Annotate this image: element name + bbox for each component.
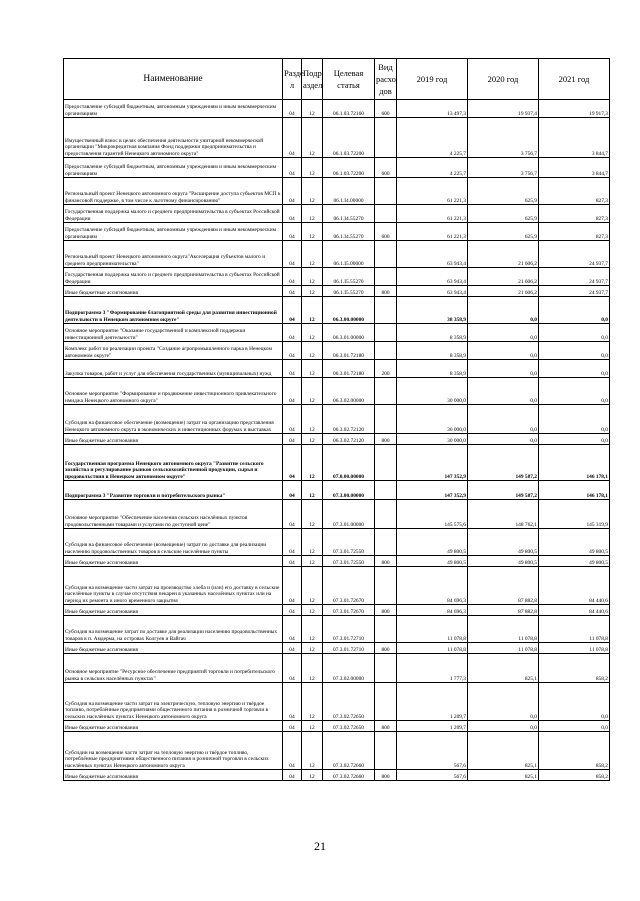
cell-subsection: 12 xyxy=(302,770,323,781)
cell-target-article: 07.3.02.72650 xyxy=(323,683,375,721)
cell-target-article: 06.1.03.72200 xyxy=(323,158,375,178)
cell-target-article: 07.3.02.72660 xyxy=(323,732,375,770)
cell-section: 04 xyxy=(283,732,302,770)
cell-2019: 61 221,3 xyxy=(397,178,468,205)
cell-target-article: 06.1.03.72200 xyxy=(323,118,375,158)
table-row xyxy=(64,205,610,223)
cell-2020: 49 800,5 xyxy=(468,556,539,567)
cell-2019: 49 800,5 xyxy=(397,556,468,567)
cell-expense-type xyxy=(375,567,397,605)
cell-2020: 87 882,8 xyxy=(468,567,539,605)
cell-2019: 8 358,9 xyxy=(397,360,468,378)
table-row xyxy=(64,360,610,378)
cell-section: 04 xyxy=(283,654,302,683)
cell-subsection: 12 xyxy=(302,297,323,324)
cell-subsection: 12 xyxy=(302,556,323,567)
cell-expense-type xyxy=(375,683,397,721)
budget-table xyxy=(63,58,610,781)
cell-subsection: 12 xyxy=(302,605,323,616)
cell-target-article: 07.3.01.72550 xyxy=(323,556,375,567)
cell-2019: 30 000,0 xyxy=(397,405,468,434)
cell-2021: 84 440,6 xyxy=(539,605,610,616)
cell-name: Субсидии на возмещение части затрат на тепловую энергию и твёрдое топливо, потреблённые предприятиями общественного питания и розничной торговли в сельских населённых пунктах Ненецкого автономного округа xyxy=(64,732,283,770)
cell-2019: 1 209,7 xyxy=(397,721,468,732)
cell-section: 04 xyxy=(283,500,302,529)
cell-2020: 0,0 xyxy=(468,434,539,445)
cell-subsection: 12 xyxy=(302,434,323,445)
header-expense-type: Вид расхо дов xyxy=(375,59,397,100)
cell-section: 04 xyxy=(283,205,302,223)
cell-2020: 625,9 xyxy=(468,178,539,205)
cell-2019: 38 358,9 xyxy=(397,297,468,324)
cell-2020: 19 937,4 xyxy=(468,100,539,118)
cell-subsection: 12 xyxy=(302,378,323,405)
cell-section: 04 xyxy=(283,324,302,342)
cell-2019: 30 000,0 xyxy=(397,434,468,445)
cell-section: 04 xyxy=(283,178,302,205)
cell-target-article: 07.3.00.00000 xyxy=(323,481,375,500)
cell-subsection: 12 xyxy=(302,721,323,732)
cell-target-article: 07.3.02.00000 xyxy=(323,654,375,683)
table-row xyxy=(64,732,610,770)
cell-2020: 3 756,7 xyxy=(468,158,539,178)
cell-name: Иные бюджетные ассигнования xyxy=(64,556,283,567)
cell-2021: 0,0 xyxy=(539,434,610,445)
cell-expense-type xyxy=(375,268,397,286)
cell-subsection: 12 xyxy=(302,567,323,605)
cell-2019: 61 221,3 xyxy=(397,205,468,223)
table-row xyxy=(64,324,610,342)
cell-name: Подпрограмма 3 "Развитие торговли и потребительского рынка" xyxy=(64,481,283,500)
cell-expense-type: 800 xyxy=(375,605,397,616)
table-row xyxy=(64,223,610,241)
cell-name: Субсидия на финансовое обеспечение (возмещение) затрат на организацию представления Ненецкого автономного округа в экономических и инвестиционных форумах и выставках xyxy=(64,405,283,434)
cell-2021: 827,3 xyxy=(539,205,610,223)
cell-2021: 145 319,9 xyxy=(539,500,610,529)
cell-target-article: 07.3.01.72710 xyxy=(323,643,375,654)
cell-target-article: 07.3.01.00000 xyxy=(323,500,375,529)
cell-name: Иные бюджетные ассигнования xyxy=(64,721,283,732)
table-row xyxy=(64,118,610,158)
cell-2021: 11 078,8 xyxy=(539,643,610,654)
cell-2021: 24 937,7 xyxy=(539,286,610,297)
cell-2021: 0,0 xyxy=(539,721,610,732)
table-row xyxy=(64,654,610,683)
cell-expense-type: 600 xyxy=(375,223,397,241)
cell-target-article: 06.1.I4.55270 xyxy=(323,223,375,241)
cell-2019: 84 696,3 xyxy=(397,605,468,616)
table-body xyxy=(64,100,610,781)
cell-2020: 0,0 xyxy=(468,683,539,721)
cell-subsection: 12 xyxy=(302,268,323,286)
cell-2021: 84 440,6 xyxy=(539,567,610,605)
cell-expense-type: 800 xyxy=(375,770,397,781)
cell-target-article: 06.3.01.72180 xyxy=(323,360,375,378)
cell-subsection: 12 xyxy=(302,481,323,500)
cell-2020: 49 800,5 xyxy=(468,529,539,556)
cell-expense-type xyxy=(375,118,397,158)
cell-section: 04 xyxy=(283,567,302,605)
cell-section: 04 xyxy=(283,529,302,556)
cell-expense-type xyxy=(375,297,397,324)
cell-2021: 146 178,1 xyxy=(539,481,610,500)
table-row xyxy=(64,342,610,360)
table-header xyxy=(64,59,610,100)
cell-section: 04 xyxy=(283,481,302,500)
cell-target-article: 06.1.I4.00000 xyxy=(323,178,375,205)
cell-section: 04 xyxy=(283,360,302,378)
table-row xyxy=(64,481,610,500)
cell-target-article: 06.3.02.72120 xyxy=(323,405,375,434)
table-row xyxy=(64,567,610,605)
table-row xyxy=(64,268,610,286)
cell-section: 04 xyxy=(283,770,302,781)
cell-2019: 61 221,3 xyxy=(397,223,468,241)
cell-2021: 146 178,1 xyxy=(539,445,610,481)
cell-target-article: 06.3.00.00000 xyxy=(323,297,375,324)
cell-2020: 149 587,2 xyxy=(468,445,539,481)
table-row xyxy=(64,616,610,643)
cell-2019: 8 358,9 xyxy=(397,342,468,360)
cell-2021: 0,0 xyxy=(539,378,610,405)
cell-subsection: 12 xyxy=(302,178,323,205)
cell-section: 04 xyxy=(283,268,302,286)
cell-name: Основное мероприятие "Обеспечение населения сельских населённых пунктов продовольственными товарами и услугами по доступной цене" xyxy=(64,500,283,529)
cell-expense-type: 800 xyxy=(375,286,397,297)
table-row xyxy=(64,405,610,434)
cell-subsection: 12 xyxy=(302,683,323,721)
cell-subsection: 12 xyxy=(302,118,323,158)
cell-section: 04 xyxy=(283,118,302,158)
cell-2019: 567,6 xyxy=(397,732,468,770)
cell-2020: 0,0 xyxy=(468,378,539,405)
cell-expense-type xyxy=(375,405,397,434)
cell-2020: 625,9 xyxy=(468,205,539,223)
cell-target-article: 07.3.01.72670 xyxy=(323,567,375,605)
cell-expense-type xyxy=(375,324,397,342)
cell-2019: 63 943,4 xyxy=(397,286,468,297)
cell-name: Иные бюджетные ассигнования xyxy=(64,643,283,654)
cell-2019: 1 209,7 xyxy=(397,683,468,721)
cell-target-article: 06.1.I5.55270 xyxy=(323,268,375,286)
cell-2019: 147 352,9 xyxy=(397,445,468,481)
cell-2021: 858,2 xyxy=(539,732,610,770)
cell-subsection: 12 xyxy=(302,616,323,643)
cell-2020: 11 078,8 xyxy=(468,616,539,643)
cell-2019: 4 225,7 xyxy=(397,118,468,158)
cell-2019: 63 943,4 xyxy=(397,241,468,268)
cell-2021: 0,0 xyxy=(539,360,610,378)
table-row xyxy=(64,297,610,324)
cell-2021: 49 800,5 xyxy=(539,529,610,556)
cell-expense-type xyxy=(375,445,397,481)
cell-section: 04 xyxy=(283,643,302,654)
cell-subsection: 12 xyxy=(302,324,323,342)
cell-name: Закупка товаров, работ и услуг для обеспечения государственных (муниципальных) нужд xyxy=(64,360,283,378)
cell-subsection: 12 xyxy=(302,158,323,178)
cell-target-article: 07.0.00.00000 xyxy=(323,445,375,481)
cell-2021: 49 800,5 xyxy=(539,556,610,567)
cell-expense-type xyxy=(375,241,397,268)
cell-2019: 11 078,8 xyxy=(397,616,468,643)
cell-section: 04 xyxy=(283,342,302,360)
cell-2019: 147 352,9 xyxy=(397,481,468,500)
cell-2019: 4 225,7 xyxy=(397,158,468,178)
cell-name: Государственная программа Ненецкого автономного округа "Развитие сельского хозяйства и регулирование рынков сельскохозяйственной продукции, сырья и продовольствия в Ненецком автономном округе" xyxy=(64,445,283,481)
cell-expense-type: 200 xyxy=(375,360,397,378)
cell-name: Основное мероприятие "Формирование и продвижение инвестиционного привлекательного имиджа Ненецкого автономного округа" xyxy=(64,378,283,405)
header-2021: 2021 год xyxy=(539,59,610,100)
cell-2019: 30 000,0 xyxy=(397,378,468,405)
cell-section: 04 xyxy=(283,378,302,405)
cell-name: Субсидия на финансовое обеспечение (возмещение) затрат по доставке для реализации населению продовольственных товаров в сельские населённые пункты xyxy=(64,529,283,556)
cell-subsection: 12 xyxy=(302,529,323,556)
cell-name: Региональный проект Ненецкого автономного округа"Акселерация субъектов малого и среднего предпринимательства" xyxy=(64,241,283,268)
cell-2020: 0,0 xyxy=(468,360,539,378)
cell-expense-type: 600 xyxy=(375,158,397,178)
cell-name: Иные бюджетные ассигнования xyxy=(64,286,283,297)
cell-expense-type xyxy=(375,500,397,529)
table-row xyxy=(64,770,610,781)
cell-expense-type xyxy=(375,205,397,223)
cell-name: Подпрограмма 3 "Формирование благоприятной среды для развития инвестиционной деятельности в Ненецком автономном округе" xyxy=(64,297,283,324)
cell-2021: 19 917,3 xyxy=(539,100,610,118)
cell-2020: 0,0 xyxy=(468,721,539,732)
cell-expense-type xyxy=(375,342,397,360)
cell-2020: 148 762,1 xyxy=(468,500,539,529)
cell-subsection: 12 xyxy=(302,342,323,360)
table-row xyxy=(64,721,610,732)
cell-name: Субсидия на возмещение части затрат на электрическую, тепловую энергию и твёрдое топливо, потреблённые предприятиями общественного питания и розничной торговли в сельских населённых пунктах Ненецкого автономного округа xyxy=(64,683,283,721)
cell-2019: 63 943,4 xyxy=(397,268,468,286)
cell-2019: 8 358,9 xyxy=(397,324,468,342)
cell-2021: 3 844,7 xyxy=(539,158,610,178)
cell-2020: 0,0 xyxy=(468,405,539,434)
cell-expense-type xyxy=(375,654,397,683)
header-name: Наименование xyxy=(64,59,283,100)
table-row xyxy=(64,158,610,178)
cell-expense-type xyxy=(375,378,397,405)
cell-section: 04 xyxy=(283,405,302,434)
table-row xyxy=(64,605,610,616)
cell-2020: 0,0 xyxy=(468,324,539,342)
cell-2021: 24 937,7 xyxy=(539,241,610,268)
cell-2021: 827,3 xyxy=(539,178,610,205)
cell-section: 04 xyxy=(283,223,302,241)
cell-subsection: 12 xyxy=(302,643,323,654)
cell-2021: 858,2 xyxy=(539,654,610,683)
cell-expense-type: 800 xyxy=(375,643,397,654)
cell-expense-type xyxy=(375,481,397,500)
cell-2021: 11 078,8 xyxy=(539,616,610,643)
cell-2021: 3 844,7 xyxy=(539,118,610,158)
cell-section: 04 xyxy=(283,605,302,616)
cell-2020: 825,1 xyxy=(468,770,539,781)
cell-target-article: 06.3.02.00000 xyxy=(323,378,375,405)
cell-2020: 3 756,7 xyxy=(468,118,539,158)
header-subsection: Подр аздел xyxy=(302,59,323,100)
cell-2019: 84 696,3 xyxy=(397,567,468,605)
cell-expense-type xyxy=(375,616,397,643)
table-row xyxy=(64,241,610,268)
header-2020: 2020 год xyxy=(468,59,539,100)
cell-2019: 1 777,3 xyxy=(397,654,468,683)
cell-name: Иные бюджетные ассигнования xyxy=(64,434,283,445)
cell-name: Предоставление субсидий бюджетным, автономным учреждениям и иным некоммерческим организациям xyxy=(64,223,283,241)
cell-section: 04 xyxy=(283,683,302,721)
table-row xyxy=(64,445,610,481)
cell-2020: 149 587,2 xyxy=(468,481,539,500)
cell-subsection: 12 xyxy=(302,445,323,481)
cell-2021: 0,0 xyxy=(539,324,610,342)
cell-name: Иные бюджетные ассигнования xyxy=(64,770,283,781)
cell-2019: 567,6 xyxy=(397,770,468,781)
cell-target-article: 07.3.01.72550 xyxy=(323,529,375,556)
cell-target-article: 06.3.02.72120 xyxy=(323,434,375,445)
cell-2021: 0,0 xyxy=(539,342,610,360)
cell-2021: 24 937,7 xyxy=(539,268,610,286)
cell-name: Государственная поддержка малого и среднего предпринимательства в субъектах Российской Федерации xyxy=(64,268,283,286)
cell-section: 04 xyxy=(283,616,302,643)
cell-name: Предоставление субсидий бюджетным, автономным учреждениям и иным некоммерческим организациям xyxy=(64,158,283,178)
header-2019: 2019 год xyxy=(397,59,468,100)
cell-section: 04 xyxy=(283,445,302,481)
table-row xyxy=(64,529,610,556)
cell-subsection: 12 xyxy=(302,286,323,297)
table-row xyxy=(64,100,610,118)
cell-name: Субсидия на возмещение части затрат на производство хлеба и (или) его доставку в сельские населённые пункты в случае отсутствия пекарен в указанных населённых пунктах или на период их ремонта и иного временного закрытия xyxy=(64,567,283,605)
cell-name: Субсидия на возмещение затрат по доставке для реализации населению продовольственных товаров в п. Амдерма, на островах Колгуев и Вайгач xyxy=(64,616,283,643)
cell-2020: 0,0 xyxy=(468,297,539,324)
cell-expense-type: 800 xyxy=(375,721,397,732)
cell-expense-type: 800 xyxy=(375,434,397,445)
cell-target-article: 06.3.01.00000 xyxy=(323,324,375,342)
cell-subsection: 12 xyxy=(302,405,323,434)
cell-section: 04 xyxy=(283,434,302,445)
cell-subsection: 12 xyxy=(302,241,323,268)
cell-2020: 825,1 xyxy=(468,654,539,683)
cell-section: 04 xyxy=(283,158,302,178)
cell-2019: 49 800,5 xyxy=(397,529,468,556)
table-row xyxy=(64,178,610,205)
table-row xyxy=(64,500,610,529)
cell-expense-type xyxy=(375,529,397,556)
cell-subsection: 12 xyxy=(302,223,323,241)
cell-2020: 825,1 xyxy=(468,732,539,770)
cell-2020: 0,0 xyxy=(468,342,539,360)
cell-subsection: 12 xyxy=(302,360,323,378)
cell-2020: 21 606,2 xyxy=(468,268,539,286)
cell-expense-type: 600 xyxy=(375,100,397,118)
cell-2021: 0,0 xyxy=(539,405,610,434)
cell-2021: 0,0 xyxy=(539,297,610,324)
table-row xyxy=(64,556,610,567)
table-row xyxy=(64,378,610,405)
table-row xyxy=(64,643,610,654)
cell-subsection: 12 xyxy=(302,205,323,223)
cell-section: 04 xyxy=(283,297,302,324)
cell-name: Региональный проект Ненецкого автономного округа "Расширение доступа субъектов МСП к финансовой поддержке, в том числе к льготному финансированию" xyxy=(64,178,283,205)
cell-target-article: 07.3.01.72710 xyxy=(323,616,375,643)
cell-target-article: 06.1.I4.55270 xyxy=(323,205,375,223)
cell-2020: 11 078,8 xyxy=(468,643,539,654)
cell-2020: 21 606,2 xyxy=(468,241,539,268)
page-number: 21 xyxy=(314,839,326,853)
cell-subsection: 12 xyxy=(302,100,323,118)
cell-section: 04 xyxy=(283,286,302,297)
cell-target-article: 07.3.02.72660 xyxy=(323,770,375,781)
cell-section: 04 xyxy=(283,100,302,118)
cell-expense-type xyxy=(375,732,397,770)
cell-2021: 0,0 xyxy=(539,683,610,721)
header-section: Разде л xyxy=(283,59,302,100)
cell-target-article: 07.3.01.72670 xyxy=(323,605,375,616)
cell-name: Основное мероприятие "Оказание государственной и комплексной поддержки инвестиционной деятельности" xyxy=(64,324,283,342)
cell-2020: 625,9 xyxy=(468,223,539,241)
cell-subsection: 12 xyxy=(302,654,323,683)
cell-2020: 87 882,8 xyxy=(468,605,539,616)
cell-target-article: 07.3.02.72650 xyxy=(323,721,375,732)
cell-target-article: 06.1.I5.00000 xyxy=(323,241,375,268)
cell-name: Государственная поддержка малого и среднего предпринимательства в субъектах Российской Федерации xyxy=(64,205,283,223)
cell-name: Иные бюджетные ассигнования xyxy=(64,605,283,616)
cell-2019: 145 575,6 xyxy=(397,500,468,529)
cell-expense-type xyxy=(375,178,397,205)
cell-section: 04 xyxy=(283,241,302,268)
cell-subsection: 12 xyxy=(302,732,323,770)
cell-target-article: 06.1.I5.55270 xyxy=(323,286,375,297)
cell-section: 04 xyxy=(283,721,302,732)
cell-subsection: 12 xyxy=(302,500,323,529)
cell-expense-type: 800 xyxy=(375,556,397,567)
table-row xyxy=(64,434,610,445)
cell-name: Предоставление субсидий бюджетным, автономным учреждениям и иным некоммерческим организациям xyxy=(64,100,283,118)
table-row xyxy=(64,286,610,297)
cell-name: Имущественный взнос в целях обеспечения деятельности унитарной некоммерческой организации "Микрокредитная компания Фонд поддержки предпринимательства и предоставления гарантий Ненецкого автономного округа" xyxy=(64,118,283,158)
cell-name: Комплекс работ по реализации проекта "Создание агропромышленного парка в Ненецком автономном округе" xyxy=(64,342,283,360)
cell-2021: 827,3 xyxy=(539,223,610,241)
table-row xyxy=(64,683,610,721)
cell-2020: 21 606,2 xyxy=(468,286,539,297)
cell-name: Основное мероприятие "Ресурсное обеспечение предприятий торговли и потребительского рынка в сельских населённых пунктах" xyxy=(64,654,283,683)
cell-target-article: 06.1.03.72160 xyxy=(323,100,375,118)
cell-section: 04 xyxy=(283,556,302,567)
cell-target-article: 06.3.01.72180 xyxy=(323,342,375,360)
cell-2019: 13 497,3 xyxy=(397,100,468,118)
cell-2021: 858,2 xyxy=(539,770,610,781)
cell-2019: 11 078,8 xyxy=(397,643,468,654)
header-target-article: Целевая статья xyxy=(323,59,375,100)
